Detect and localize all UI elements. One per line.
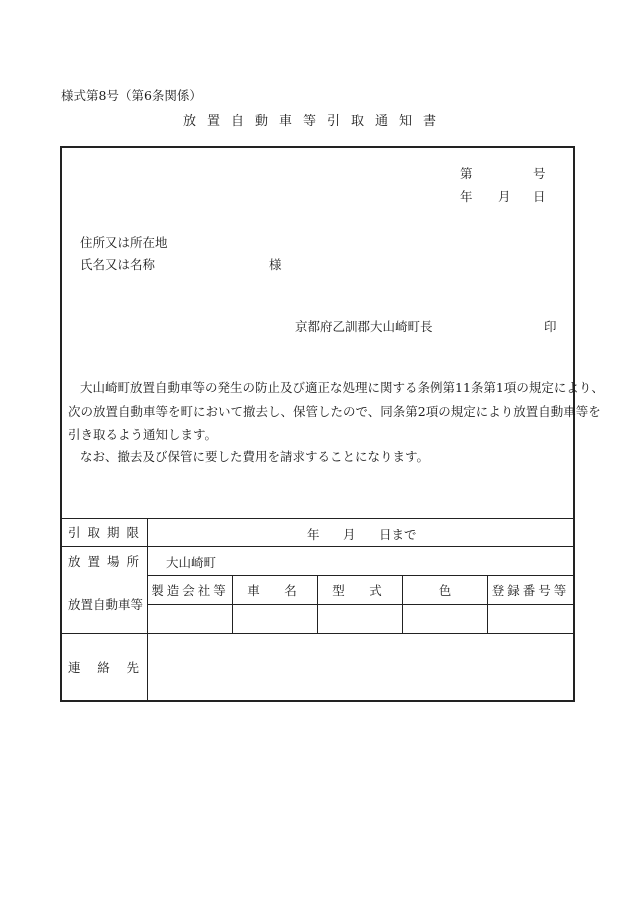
body-line-2: 次の放置自動車等を町において撤去し、保管したので、同条第2項の規定により放置自動車等を xyxy=(68,404,601,419)
body-line-4: なお、撤去及び保管に要した費用を請求することになります。 xyxy=(80,449,430,464)
doc-number-prefix: 第 xyxy=(460,166,473,181)
contact-label: 連 絡 先 xyxy=(68,659,139,675)
column-header-model: 型 式 xyxy=(332,582,388,598)
body-line-3: 引き取るよう通知します。 xyxy=(68,427,218,442)
doc-number-suffix: 号 xyxy=(533,166,546,181)
column-divider xyxy=(147,518,148,700)
deadline-year: 年 xyxy=(307,527,320,542)
form-number-label: 様式第8号（第6条関係） xyxy=(61,88,202,103)
address-label: 住所又は所在地 xyxy=(80,235,168,250)
date-month: 月 xyxy=(498,189,511,204)
deadline-until: 日まで xyxy=(379,527,417,542)
column-header-color: 色 xyxy=(438,582,452,598)
body-line-1: 大山崎町放置自動車等の発生の防止及び適正な処理に関する条例第11条第1項の規定により、 xyxy=(80,380,604,395)
date-day: 日 xyxy=(533,189,546,204)
issuer-name: 京都府乙訓郡大山崎町長 xyxy=(295,319,433,334)
location-value: 大山崎町 xyxy=(166,555,217,570)
document-title: 放置自動車等引取通知書 xyxy=(182,114,447,129)
row-divider xyxy=(147,604,573,605)
vehicle-label: 放置自動車等 xyxy=(67,597,143,612)
deadline-month: 月 xyxy=(343,527,356,542)
column-header-registration: 登録番号等 xyxy=(491,582,570,598)
column-header-manufacturer: 製造会社等 xyxy=(151,582,229,598)
form-frame xyxy=(60,146,604,702)
location-label: 放 置 場 所 xyxy=(68,553,139,569)
column-header-vehicle-name: 車 名 xyxy=(247,582,303,598)
deadline-label: 引 取 期 限 xyxy=(68,525,139,540)
date-year: 年 xyxy=(460,189,473,204)
name-label: 氏名又は名称 xyxy=(80,257,156,272)
seal-mark: 印 xyxy=(544,319,557,334)
honorific: 様 xyxy=(269,257,282,272)
